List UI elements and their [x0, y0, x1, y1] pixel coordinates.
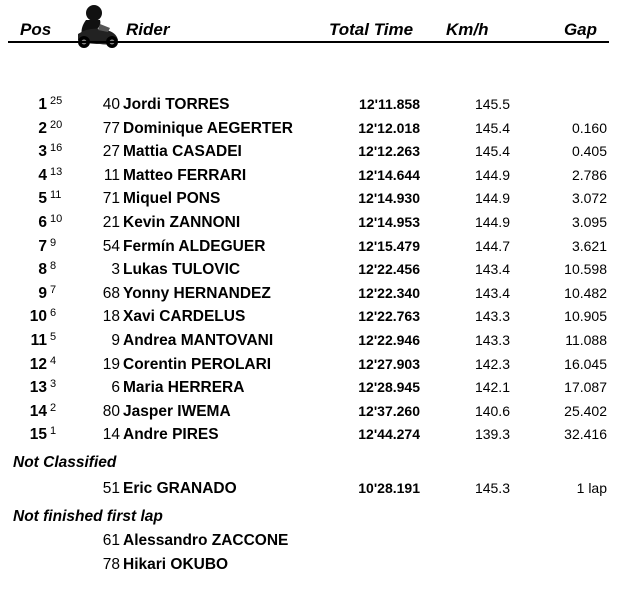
header-pos: Pos — [20, 20, 52, 39]
position: 1 — [38, 96, 47, 113]
points: 7 — [50, 283, 57, 296]
points: 9 — [50, 236, 57, 249]
gap: 16.045 — [564, 355, 607, 372]
result-row — [0, 164, 623, 187]
rider-name: Andre PIRES — [123, 426, 219, 444]
points: 4 — [50, 354, 57, 367]
position: 12 — [29, 355, 47, 373]
result-row — [0, 235, 623, 258]
gap: 10.905 — [564, 308, 607, 325]
header-total-time: Total Time — [329, 20, 414, 39]
rider-number: 18 — [102, 308, 120, 326]
position: 2 — [38, 119, 47, 137]
result-row — [0, 117, 623, 140]
rider-name: Corentin PEROLARI — [123, 355, 272, 373]
speed: 144.9 — [474, 166, 510, 183]
total-time: 12'14.953 — [358, 214, 420, 230]
total-time: 12'12.263 — [358, 143, 420, 160]
rider-number: 9 — [111, 332, 120, 349]
rider-number: 19 — [102, 355, 120, 373]
rider-number: 61 — [102, 532, 120, 549]
rider-number: 3 — [111, 261, 120, 279]
points: 6 — [50, 307, 57, 320]
rider-name: Hikari OKUBO — [123, 555, 229, 573]
speed: 139.3 — [474, 426, 510, 443]
speed: 144.9 — [474, 190, 510, 207]
rider-name: Andrea MANTOVANI — [123, 332, 274, 349]
gap: 25.402 — [564, 402, 607, 419]
rider-number: 21 — [102, 214, 120, 231]
rider-number: 6 — [111, 379, 120, 397]
speed: 145.3 — [474, 480, 510, 496]
gap: 10.482 — [564, 284, 607, 301]
points: 13 — [50, 165, 63, 178]
gap: 2.786 — [571, 166, 607, 183]
result-row — [0, 140, 623, 163]
rider-number: 77 — [102, 119, 120, 137]
result-row — [0, 282, 623, 305]
position: 13 — [29, 379, 47, 397]
result-row — [0, 211, 623, 234]
gap: 0.160 — [571, 119, 607, 136]
gap: 3.072 — [571, 190, 607, 207]
position: 5 — [38, 190, 47, 208]
position: 14 — [29, 402, 47, 420]
total-time: 12'22.763 — [358, 308, 420, 325]
speed: 140.6 — [474, 402, 510, 419]
result-row — [0, 400, 623, 423]
points: 10 — [50, 213, 63, 225]
result-row — [0, 93, 623, 116]
gap: 10.598 — [564, 261, 607, 278]
rider-number: 11 — [103, 166, 120, 184]
rider-name: Kevin ZANNONI — [123, 214, 241, 231]
speed: 143.4 — [474, 261, 510, 278]
speed: 144.7 — [474, 237, 510, 254]
total-time: 12'22.946 — [358, 332, 420, 348]
points: 1 — [50, 425, 57, 438]
rider-name: Maria HERRERA — [123, 379, 245, 397]
position: 4 — [38, 166, 47, 184]
position: 8 — [38, 261, 47, 279]
rider-name: Mattia CASADEI — [123, 143, 242, 161]
rider-number: 54 — [102, 237, 120, 255]
points: 3 — [50, 378, 57, 391]
gap: 11.088 — [565, 332, 607, 348]
total-time: 12'15.479 — [358, 237, 420, 254]
total-time: 12'27.903 — [358, 355, 420, 372]
result-row — [0, 353, 623, 376]
rider-name: Fermín ALDEGUER — [123, 237, 266, 255]
rider-number: 80 — [102, 402, 120, 420]
result-row — [0, 329, 623, 352]
not-finished-row — [0, 529, 623, 552]
rider-name: Dominique AEGERTER — [123, 119, 293, 137]
rider-name: Matteo FERRARI — [123, 166, 247, 184]
position: 10 — [29, 308, 47, 326]
results-header — [0, 0, 623, 52]
total-time: 12'44.274 — [358, 426, 420, 443]
rider-name: Alessandro ZACCONE — [123, 532, 289, 549]
not-finished-heading: Not finished first lap — [13, 508, 163, 525]
total-time: 12'14.930 — [358, 190, 420, 207]
gap: 0.405 — [571, 143, 607, 160]
position: 9 — [38, 284, 47, 302]
not-classified-heading: Not Classified — [13, 454, 117, 471]
speed: 145.4 — [474, 119, 510, 136]
rider-number: 27 — [102, 143, 120, 161]
points: 20 — [50, 118, 63, 131]
speed: 145.4 — [474, 143, 510, 160]
rider-name: Eric GRANADO — [123, 480, 237, 497]
speed: 144.9 — [474, 214, 510, 230]
result-row — [0, 376, 623, 399]
rider-name: Yonny HERNANDEZ — [123, 284, 271, 302]
total-time: 12'12.018 — [358, 119, 420, 136]
total-time: 12'14.644 — [358, 166, 420, 183]
position: 3 — [38, 143, 47, 161]
speed: 142.1 — [474, 379, 510, 396]
position: 15 — [29, 426, 47, 444]
gap: 32.416 — [564, 426, 607, 443]
rider-name: Miquel PONS — [123, 190, 221, 208]
rider-name: Jordi TORRES — [123, 96, 230, 113]
rider-number: 14 — [102, 426, 120, 444]
total-time: 12'11.858 — [359, 96, 420, 112]
rider-number: 40 — [102, 96, 120, 113]
points: 8 — [50, 260, 57, 273]
result-row — [0, 187, 623, 210]
gap: 1 lap — [576, 480, 607, 496]
not-finished-row — [0, 553, 623, 576]
rider-number: 51 — [102, 480, 120, 497]
position: 11 — [30, 332, 47, 349]
points: 25 — [50, 95, 63, 107]
rider-name: Jasper IWEMA — [123, 402, 231, 420]
speed: 143.3 — [474, 308, 510, 325]
not-classified-row — [0, 477, 623, 500]
points: 5 — [50, 331, 57, 343]
header-speed: Km/h — [446, 20, 489, 39]
total-time: 10'28.191 — [358, 480, 420, 496]
result-row — [0, 305, 623, 328]
speed: 145.5 — [474, 96, 510, 112]
rider-number: 71 — [102, 190, 120, 208]
points: 2 — [50, 401, 57, 414]
gap: 3.095 — [571, 214, 607, 230]
rider-name: Lukas TULOVIC — [123, 261, 241, 279]
gap: 3.621 — [571, 237, 607, 254]
rider-name: Xavi CARDELUS — [123, 308, 246, 326]
total-time: 12'22.456 — [358, 261, 420, 278]
total-time: 12'37.260 — [358, 402, 420, 419]
header-gap: Gap — [563, 20, 597, 39]
position: 7 — [38, 237, 47, 255]
total-time: 12'28.945 — [358, 379, 420, 396]
speed: 143.4 — [474, 284, 510, 301]
gap: 17.087 — [564, 379, 607, 396]
result-row — [0, 258, 623, 281]
points: 16 — [50, 142, 63, 155]
total-time: 12'22.340 — [358, 284, 420, 301]
header-divider — [8, 41, 609, 43]
rider-number: 68 — [102, 284, 120, 302]
points: 11 — [50, 189, 62, 202]
rider-number: 78 — [102, 555, 120, 573]
speed: 142.3 — [474, 355, 510, 372]
speed: 143.3 — [474, 332, 510, 348]
result-row — [0, 423, 623, 446]
header-rider: Rider — [126, 20, 170, 39]
position: 6 — [38, 214, 47, 231]
